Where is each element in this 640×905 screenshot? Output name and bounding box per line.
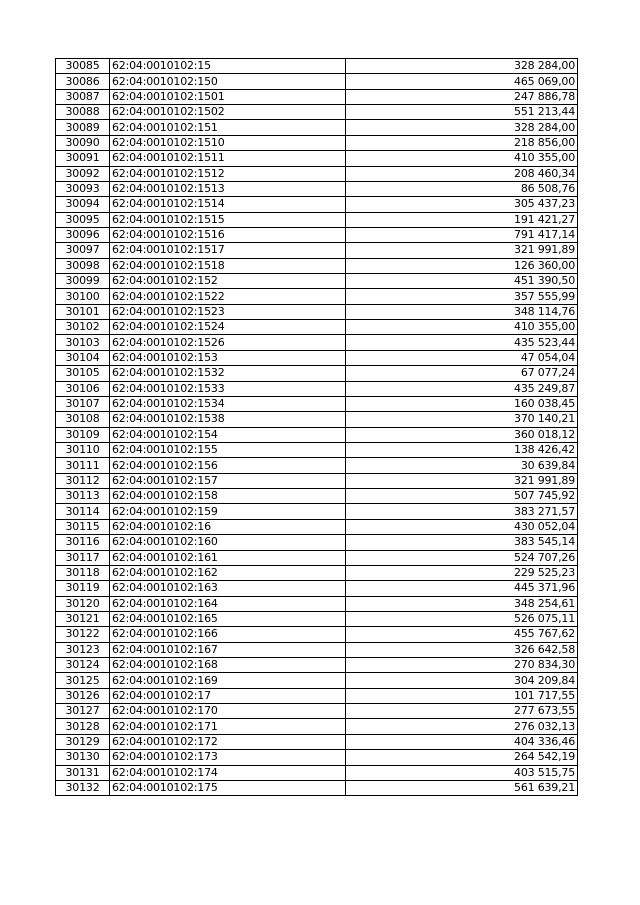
table-row xyxy=(56,780,578,795)
table-row xyxy=(56,442,578,457)
cadastral-number-cell: 62:04:0010102:1516 xyxy=(110,227,346,242)
row-number-cell: 30113 xyxy=(56,489,110,504)
cadastral-number-cell: 62:04:0010102:1523 xyxy=(110,304,346,319)
value-cell: 101 717,55 xyxy=(346,688,578,703)
cadastral-number-cell: 62:04:0010102:150 xyxy=(110,74,346,89)
row-number-cell: 30118 xyxy=(56,565,110,580)
value-cell: 410 355,00 xyxy=(346,151,578,166)
table-row xyxy=(56,74,578,89)
row-number-cell: 30108 xyxy=(56,412,110,427)
row-number-cell: 30095 xyxy=(56,212,110,227)
cadastral-number-cell: 62:04:0010102:164 xyxy=(110,596,346,611)
value-cell: 410 355,00 xyxy=(346,320,578,335)
row-number-cell: 30089 xyxy=(56,120,110,135)
table-row xyxy=(56,412,578,427)
row-number-cell: 30096 xyxy=(56,227,110,242)
table-row xyxy=(56,458,578,473)
row-number-cell: 30119 xyxy=(56,581,110,596)
row-number-cell: 30107 xyxy=(56,396,110,411)
cadastral-number-cell: 62:04:0010102:1510 xyxy=(110,135,346,150)
cadastral-number-cell: 62:04:0010102:166 xyxy=(110,627,346,642)
row-number-cell: 30104 xyxy=(56,350,110,365)
cadastral-number-cell: 62:04:0010102:16 xyxy=(110,519,346,534)
cadastral-number-cell: 62:04:0010102:1511 xyxy=(110,151,346,166)
cadastral-number-cell: 62:04:0010102:1534 xyxy=(110,396,346,411)
value-cell: 86 508,76 xyxy=(346,181,578,196)
table-row xyxy=(56,258,578,273)
data-table xyxy=(55,58,578,796)
value-cell: 47 054,04 xyxy=(346,350,578,365)
value-cell: 404 336,46 xyxy=(346,734,578,749)
row-number-cell: 30129 xyxy=(56,734,110,749)
value-cell: 383 271,57 xyxy=(346,504,578,519)
value-cell: 305 437,23 xyxy=(346,197,578,212)
table-row xyxy=(56,519,578,534)
table-row xyxy=(56,274,578,289)
table-row xyxy=(56,320,578,335)
row-number-cell: 30127 xyxy=(56,704,110,719)
row-number-cell: 30097 xyxy=(56,243,110,258)
table-row xyxy=(56,581,578,596)
row-number-cell: 30085 xyxy=(56,59,110,74)
cadastral-number-cell: 62:04:0010102:1501 xyxy=(110,89,346,104)
cadastral-number-cell: 62:04:0010102:175 xyxy=(110,780,346,795)
value-cell: 403 515,75 xyxy=(346,765,578,780)
value-cell: 791 417,14 xyxy=(346,227,578,242)
table-row xyxy=(56,504,578,519)
cadastral-number-cell: 62:04:0010102:1538 xyxy=(110,412,346,427)
value-cell: 270 834,30 xyxy=(346,658,578,673)
value-cell: 126 360,00 xyxy=(346,258,578,273)
row-number-cell: 30094 xyxy=(56,197,110,212)
table-row xyxy=(56,734,578,749)
value-cell: 451 390,50 xyxy=(346,274,578,289)
value-cell: 304 209,84 xyxy=(346,673,578,688)
value-cell: 445 371,96 xyxy=(346,581,578,596)
table-row xyxy=(56,489,578,504)
row-number-cell: 30101 xyxy=(56,304,110,319)
table-row xyxy=(56,135,578,150)
value-cell: 526 075,11 xyxy=(346,611,578,626)
row-number-cell: 30122 xyxy=(56,627,110,642)
row-number-cell: 30105 xyxy=(56,366,110,381)
row-number-cell: 30126 xyxy=(56,688,110,703)
cadastral-number-cell: 62:04:0010102:162 xyxy=(110,565,346,580)
table-row xyxy=(56,197,578,212)
cadastral-number-cell: 62:04:0010102:1522 xyxy=(110,289,346,304)
table-row xyxy=(56,565,578,580)
value-cell: 551 213,44 xyxy=(346,105,578,120)
row-number-cell: 30111 xyxy=(56,458,110,473)
value-cell: 370 140,21 xyxy=(346,412,578,427)
row-number-cell: 30109 xyxy=(56,427,110,442)
row-number-cell: 30128 xyxy=(56,719,110,734)
row-number-cell: 30121 xyxy=(56,611,110,626)
table-row xyxy=(56,120,578,135)
table-row xyxy=(56,596,578,611)
value-cell: 435 523,44 xyxy=(346,335,578,350)
row-number-cell: 30088 xyxy=(56,105,110,120)
cadastral-number-cell: 62:04:0010102:160 xyxy=(110,535,346,550)
value-cell: 30 639,84 xyxy=(346,458,578,473)
cadastral-number-cell: 62:04:0010102:159 xyxy=(110,504,346,519)
table-row xyxy=(56,704,578,719)
table-row xyxy=(56,765,578,780)
row-number-cell: 30116 xyxy=(56,535,110,550)
cadastral-number-cell: 62:04:0010102:1513 xyxy=(110,181,346,196)
value-cell: 348 114,76 xyxy=(346,304,578,319)
table-row xyxy=(56,396,578,411)
cadastral-number-cell: 62:04:0010102:158 xyxy=(110,489,346,504)
cadastral-number-cell: 62:04:0010102:167 xyxy=(110,642,346,657)
cadastral-number-cell: 62:04:0010102:1512 xyxy=(110,166,346,181)
value-cell: 435 249,87 xyxy=(346,381,578,396)
value-cell: 360 018,12 xyxy=(346,427,578,442)
value-cell: 277 673,55 xyxy=(346,704,578,719)
table-body xyxy=(56,59,578,796)
row-number-cell: 30090 xyxy=(56,135,110,150)
row-number-cell: 30117 xyxy=(56,550,110,565)
row-number-cell: 30110 xyxy=(56,442,110,457)
cadastral-number-cell: 62:04:0010102:1517 xyxy=(110,243,346,258)
table-row xyxy=(56,89,578,104)
table-row xyxy=(56,673,578,688)
cadastral-number-cell: 62:04:0010102:174 xyxy=(110,765,346,780)
cadastral-number-cell: 62:04:0010102:1526 xyxy=(110,335,346,350)
cadastral-number-cell: 62:04:0010102:1515 xyxy=(110,212,346,227)
cadastral-number-cell: 62:04:0010102:173 xyxy=(110,750,346,765)
value-cell: 561 639,21 xyxy=(346,780,578,795)
table-row xyxy=(56,105,578,120)
value-cell: 455 767,62 xyxy=(346,627,578,642)
cadastral-number-cell: 62:04:0010102:1518 xyxy=(110,258,346,273)
row-number-cell: 30093 xyxy=(56,181,110,196)
table-row xyxy=(56,473,578,488)
value-cell: 321 991,89 xyxy=(346,473,578,488)
value-cell: 328 284,00 xyxy=(346,120,578,135)
row-number-cell: 30102 xyxy=(56,320,110,335)
cadastral-number-cell: 62:04:0010102:169 xyxy=(110,673,346,688)
value-cell: 357 555,99 xyxy=(346,289,578,304)
row-number-cell: 30115 xyxy=(56,519,110,534)
cadastral-number-cell: 62:04:0010102:15 xyxy=(110,59,346,74)
cadastral-number-cell: 62:04:0010102:170 xyxy=(110,704,346,719)
value-cell: 264 542,19 xyxy=(346,750,578,765)
table-row xyxy=(56,381,578,396)
value-cell: 328 284,00 xyxy=(346,59,578,74)
table-row xyxy=(56,289,578,304)
value-cell: 218 856,00 xyxy=(346,135,578,150)
value-cell: 383 545,14 xyxy=(346,535,578,550)
cadastral-number-cell: 62:04:0010102:151 xyxy=(110,120,346,135)
value-cell: 67 077,24 xyxy=(346,366,578,381)
row-number-cell: 30114 xyxy=(56,504,110,519)
cadastral-number-cell: 62:04:0010102:153 xyxy=(110,350,346,365)
cadastral-number-cell: 62:04:0010102:156 xyxy=(110,458,346,473)
cadastral-number-cell: 62:04:0010102:17 xyxy=(110,688,346,703)
table-row xyxy=(56,550,578,565)
table-row xyxy=(56,750,578,765)
row-number-cell: 30132 xyxy=(56,780,110,795)
table-row xyxy=(56,151,578,166)
value-cell: 276 032,13 xyxy=(346,719,578,734)
row-number-cell: 30124 xyxy=(56,658,110,673)
value-cell: 208 460,34 xyxy=(346,166,578,181)
value-cell: 326 642,58 xyxy=(346,642,578,657)
cadastral-number-cell: 62:04:0010102:155 xyxy=(110,442,346,457)
row-number-cell: 30106 xyxy=(56,381,110,396)
table-row xyxy=(56,227,578,242)
value-cell: 465 069,00 xyxy=(346,74,578,89)
table-row xyxy=(56,59,578,74)
value-cell: 348 254,61 xyxy=(346,596,578,611)
table-row xyxy=(56,611,578,626)
cadastral-number-cell: 62:04:0010102:154 xyxy=(110,427,346,442)
cadastral-number-cell: 62:04:0010102:163 xyxy=(110,581,346,596)
cadastral-number-cell: 62:04:0010102:1532 xyxy=(110,366,346,381)
table-row xyxy=(56,627,578,642)
cadastral-number-cell: 62:04:0010102:157 xyxy=(110,473,346,488)
table-row xyxy=(56,304,578,319)
value-cell: 138 426,42 xyxy=(346,442,578,457)
cadastral-number-cell: 62:04:0010102:1502 xyxy=(110,105,346,120)
cadastral-number-cell: 62:04:0010102:1524 xyxy=(110,320,346,335)
table-row xyxy=(56,350,578,365)
value-cell: 247 886,78 xyxy=(346,89,578,104)
row-number-cell: 30130 xyxy=(56,750,110,765)
cadastral-number-cell: 62:04:0010102:161 xyxy=(110,550,346,565)
row-number-cell: 30091 xyxy=(56,151,110,166)
table-row xyxy=(56,166,578,181)
cadastral-number-cell: 62:04:0010102:1533 xyxy=(110,381,346,396)
row-number-cell: 30086 xyxy=(56,74,110,89)
table-row xyxy=(56,366,578,381)
row-number-cell: 30103 xyxy=(56,335,110,350)
row-number-cell: 30112 xyxy=(56,473,110,488)
row-number-cell: 30131 xyxy=(56,765,110,780)
table-row xyxy=(56,688,578,703)
cadastral-number-cell: 62:04:0010102:171 xyxy=(110,719,346,734)
row-number-cell: 30100 xyxy=(56,289,110,304)
cadastral-number-cell: 62:04:0010102:1514 xyxy=(110,197,346,212)
table-row xyxy=(56,535,578,550)
row-number-cell: 30123 xyxy=(56,642,110,657)
table-row xyxy=(56,719,578,734)
value-cell: 524 707,26 xyxy=(346,550,578,565)
row-number-cell: 30125 xyxy=(56,673,110,688)
table-row xyxy=(56,181,578,196)
value-cell: 430 052,04 xyxy=(346,519,578,534)
value-cell: 321 991,89 xyxy=(346,243,578,258)
row-number-cell: 30092 xyxy=(56,166,110,181)
value-cell: 507 745,92 xyxy=(346,489,578,504)
value-cell: 160 038,45 xyxy=(346,396,578,411)
cadastral-number-cell: 62:04:0010102:165 xyxy=(110,611,346,626)
table-row xyxy=(56,212,578,227)
table-row xyxy=(56,658,578,673)
row-number-cell: 30120 xyxy=(56,596,110,611)
table-row xyxy=(56,427,578,442)
table-row xyxy=(56,642,578,657)
row-number-cell: 30099 xyxy=(56,274,110,289)
cadastral-number-cell: 62:04:0010102:168 xyxy=(110,658,346,673)
table-row xyxy=(56,335,578,350)
value-cell: 191 421,27 xyxy=(346,212,578,227)
value-cell: 229 525,23 xyxy=(346,565,578,580)
table-row xyxy=(56,243,578,258)
row-number-cell: 30087 xyxy=(56,89,110,104)
cadastral-number-cell: 62:04:0010102:152 xyxy=(110,274,346,289)
row-number-cell: 30098 xyxy=(56,258,110,273)
cadastral-number-cell: 62:04:0010102:172 xyxy=(110,734,346,749)
